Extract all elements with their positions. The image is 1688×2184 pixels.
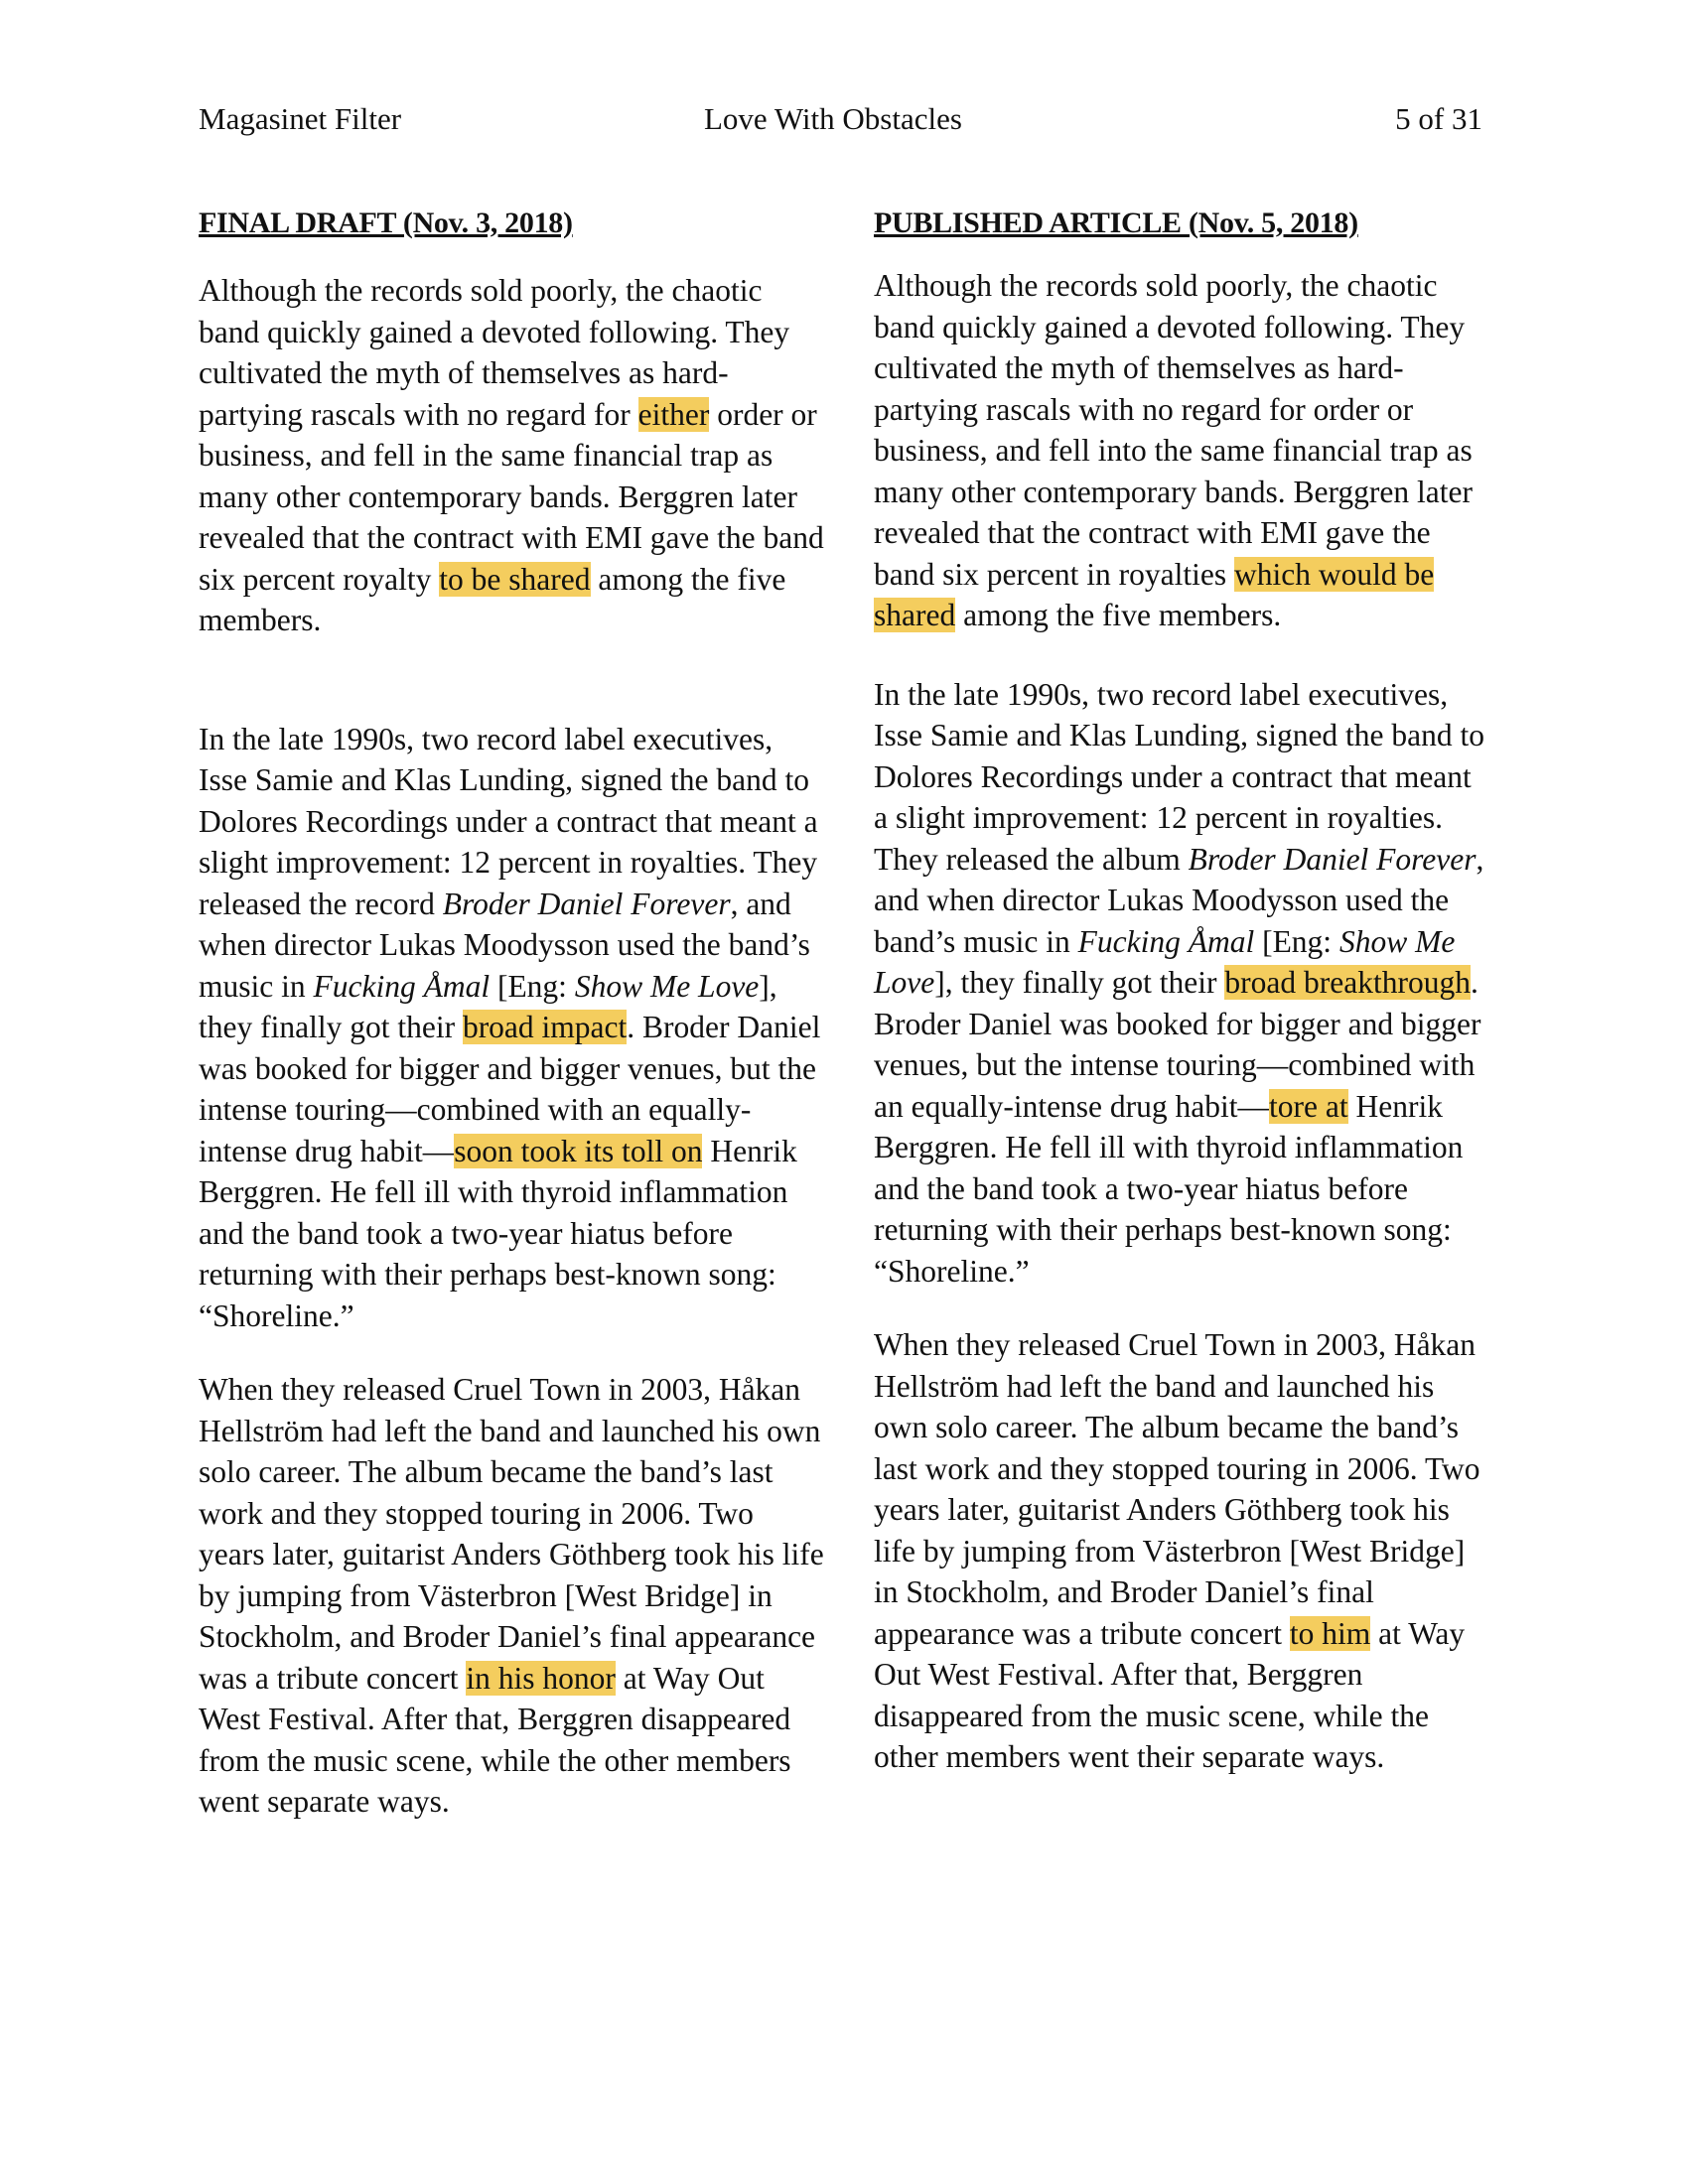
text-span: Henrik Berggren. He fell ill with thyroid inflammation and the band took a two-year hiatus before returning with their perhaps best-known song: “Shoreline.” bbox=[199, 1133, 797, 1333]
album-title: Broder Daniel Forever bbox=[442, 886, 731, 921]
article-title: Love With Obstacles bbox=[704, 101, 962, 136]
published-paragraph-2 bbox=[874, 674, 1489, 1293]
text-span: In the late 1990s, two record label executives, Isse Samie and Klas Lunding, signed the band to Dolores Recordings under a contract that meant a slight improvement: 12 percent in royalties. They released the album bbox=[874, 676, 1485, 877]
text-span: Henrik Berggren. He fell ill with thyroid inflammation and the band took a two-year hiatus before returning with their perhaps best-known song: “Shoreline.” bbox=[874, 1088, 1464, 1289]
text-span: ], they finally got their bbox=[199, 968, 777, 1044]
highlighted-edit: in his honor bbox=[466, 1660, 616, 1696]
text-span: among the five members. bbox=[199, 561, 786, 637]
album-title: Broder Daniel Forever bbox=[1188, 841, 1477, 877]
text-span: at Way Out West Festival. After that, Berggren disappeared from the music scene, while the other members went separate ways. bbox=[199, 1660, 791, 1819]
published-paragraph-1 bbox=[874, 265, 1489, 636]
final-draft-column bbox=[199, 204, 824, 1823]
film-english-title: Show Me Love bbox=[874, 923, 1456, 1000]
text-span: [Eng: bbox=[496, 968, 567, 1004]
page-header bbox=[199, 101, 1482, 141]
page-number: 5 of 31 bbox=[1395, 101, 1482, 136]
text-span: ], they finally got their bbox=[934, 965, 1217, 1000]
highlighted-edit: soon took its toll on bbox=[454, 1133, 703, 1168]
highlighted-edit: to him bbox=[1289, 1615, 1371, 1651]
text-span: , and when director Lukas Moodysson used the band’s music in bbox=[874, 841, 1484, 959]
highlighted-edit: tore at bbox=[1269, 1088, 1348, 1124]
highlighted-edit: which would be shared bbox=[874, 556, 1435, 632]
text-span: When they released Cruel Town in 2003, Håkan Hellström had left the band and launched his own solo career. The album became the band’s last work and they stopped touring in 2006. Two years later, guitarist Anders Göthberg took his life by jumping from Västerbron [West Bridge] in Stockholm, and Broder Daniel’s final appearance was a tribute concert bbox=[874, 1327, 1480, 1651]
text-span: Although the records sold poorly, the chaotic band quickly gained a devoted following. They cultivated the myth of themselves as hard-partying rascals with no regard for bbox=[199, 273, 790, 432]
film-english-title: Show Me Love bbox=[574, 968, 760, 1004]
highlighted-edit: broad impact bbox=[462, 1010, 628, 1044]
published-article-column bbox=[874, 204, 1489, 1778]
published-paragraph-3 bbox=[874, 1324, 1489, 1778]
text-span: , and when director Lukas Moodysson used the band’s music in bbox=[199, 886, 810, 1004]
text-span: at Way Out West Festival. After that, Berggren disappeared from the music scene, while the other members went their separate ways. bbox=[874, 1615, 1466, 1774]
text-span: Although the records sold poorly, the chaotic band quickly gained a devoted following. They cultivated the myth of themselves as hard-partying rascals with no regard for order or business, and fell into the same financial trap as many other contemporary bands. Berggren later revealed that the contract with EMI gave the band six percent in royalties bbox=[874, 268, 1473, 592]
text-span: When they released Cruel Town in 2003, Håkan Hellström had left the band and launched his own solo career. The album became the band’s last work and they stopped touring in 2006. Two years later, guitarist Anders Göthberg took his life by jumping from Västerbron [West Bridge] in Stockholm, and Broder Daniel’s final appearance was a tribute concert bbox=[199, 1372, 824, 1696]
film-title: Fucking Åmal bbox=[1077, 923, 1255, 959]
published-article-heading: PUBLISHED ARTICLE (Nov. 5, 2018) bbox=[874, 206, 1358, 239]
text-span: . Broder Daniel was booked for bigger and bigger venues, but the intense touring—combined with an equally-intense drug habit— bbox=[199, 1010, 821, 1168]
text-span: order or business, and fell in the same financial trap as many other contemporary bands. Berggren later revealed that the contract with EMI gave the band six percent royalty bbox=[199, 396, 824, 597]
text-span: In the late 1990s, two record label executives, Isse Samie and Klas Lunding, signed the band to Dolores Recordings under a contract that meant a slight improvement: 12 percent in royalties. They released the record bbox=[199, 721, 818, 921]
draft-paragraph-1 bbox=[199, 270, 824, 641]
highlighted-edit: to be shared bbox=[439, 561, 591, 597]
text-span: [Eng: bbox=[1262, 923, 1333, 959]
highlighted-edit: either bbox=[637, 396, 710, 432]
draft-paragraph-3 bbox=[199, 1369, 824, 1823]
text-span: among the five members. bbox=[963, 598, 1282, 632]
publication-name: Magasinet Filter bbox=[199, 101, 402, 136]
highlighted-edit: broad breakthrough bbox=[1224, 965, 1471, 1000]
final-draft-heading: FINAL DRAFT (Nov. 3, 2018) bbox=[199, 206, 573, 239]
text-span: . Broder Daniel was booked for bigger and bigger venues, but the intense touring—combined with an equally-intense drug habit— bbox=[874, 965, 1481, 1124]
film-title: Fucking Åmal bbox=[313, 968, 491, 1004]
draft-paragraph-2 bbox=[199, 719, 824, 1337]
